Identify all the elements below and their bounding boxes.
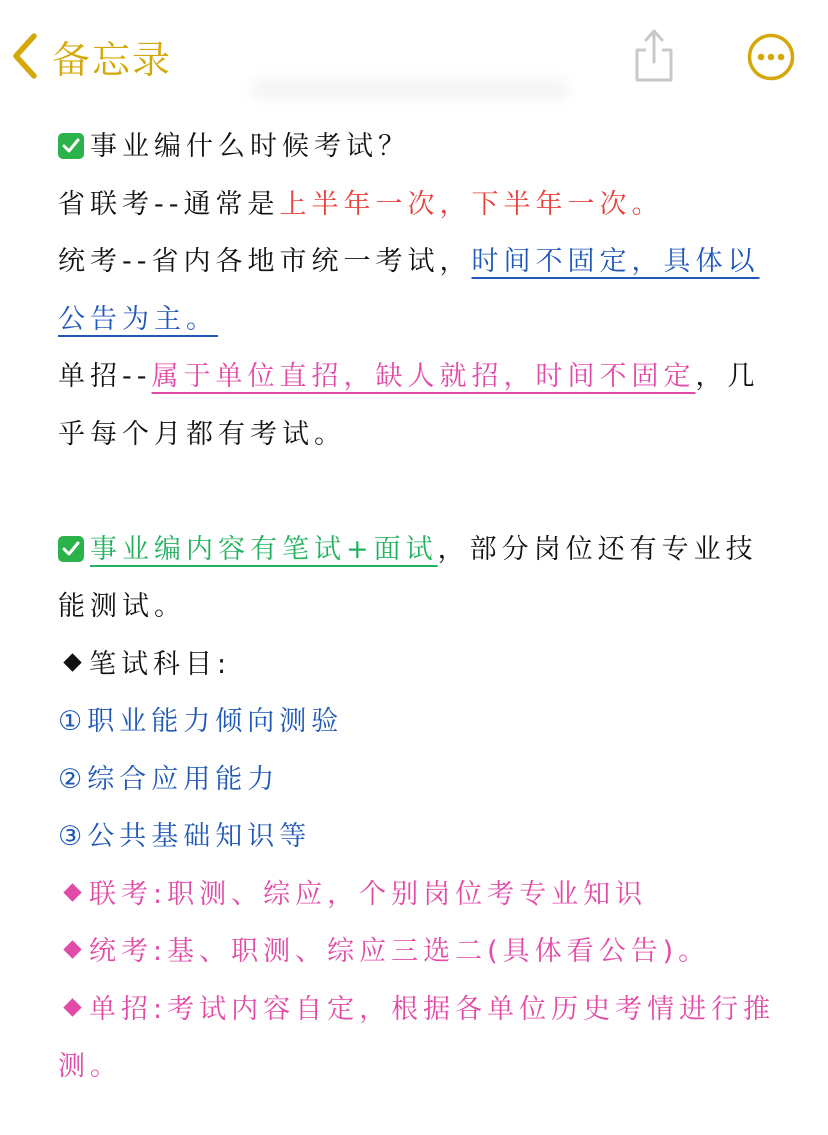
subject-item: ①职业能力倾向测验 xyxy=(58,706,344,737)
blue-underline-a: 时间不固定，具体以 xyxy=(471,246,760,277)
section1-title: 事业编什么时候考试？ xyxy=(58,118,778,176)
red-highlight: 上半年一次，下半年一次。 xyxy=(279,188,664,220)
nav-bar xyxy=(0,0,828,112)
diamond-bullet-icon xyxy=(63,653,81,671)
diamond-bullet-icon xyxy=(63,940,81,958)
joint-exam-note: 联考:职测、综应，个别岗位考专业知识 xyxy=(58,866,778,924)
line-unified-exam: 统考--省内各地市统一考试，时间不固定，具体以 xyxy=(58,246,760,277)
section2-title-cont: 能测试。 xyxy=(58,591,186,622)
subject-item: ②综合应用能力 xyxy=(58,763,280,795)
note-body[interactable] xyxy=(58,118,778,1096)
diamond-bullet-icon xyxy=(63,883,81,901)
subject-item: ③公共基础知识等 xyxy=(58,821,312,852)
green-underline: 事业编内容有笔试+面试 xyxy=(90,533,438,565)
share-icon[interactable] xyxy=(632,28,676,84)
line-provincial-exam: 省联考--通常是上半年一次，下半年一次。 xyxy=(58,188,664,220)
blank-line xyxy=(58,463,778,521)
check-mark-icon xyxy=(58,133,84,159)
back-button[interactable] xyxy=(10,30,172,82)
chevron-left-icon xyxy=(10,32,40,80)
blue-underline-b: 公告为主。 xyxy=(58,303,218,335)
unified-exam-note: 统考:基、职测、综应三选二(具体看公告)。 xyxy=(58,923,778,981)
pink-underline: 属于单位直招，缺人就招，时间不固定 xyxy=(151,361,696,392)
diamond-bullet-icon xyxy=(63,998,81,1016)
section2-title: 事业编内容有笔试+面试，部分岗位还有专业技 xyxy=(58,521,778,579)
more-icon[interactable] xyxy=(747,33,795,81)
line-single-recruit: 单招--属于单位直招，缺人就招，时间不固定，几 xyxy=(58,361,760,392)
single-recruit-note-cont: 测。 xyxy=(58,1051,122,1082)
back-label: 备忘录 xyxy=(52,37,173,82)
check-mark-icon xyxy=(58,536,84,562)
single-recruit-note: 单招:考试内容自定，根据各单位历史考情进行推 xyxy=(58,981,778,1039)
line-unified-exam-cont xyxy=(58,291,778,349)
blurred-header-text xyxy=(250,78,570,100)
line-single-recruit-cont: 乎每个月都有考试。 xyxy=(58,418,346,450)
subjects-heading: 笔试科目: xyxy=(58,636,778,694)
